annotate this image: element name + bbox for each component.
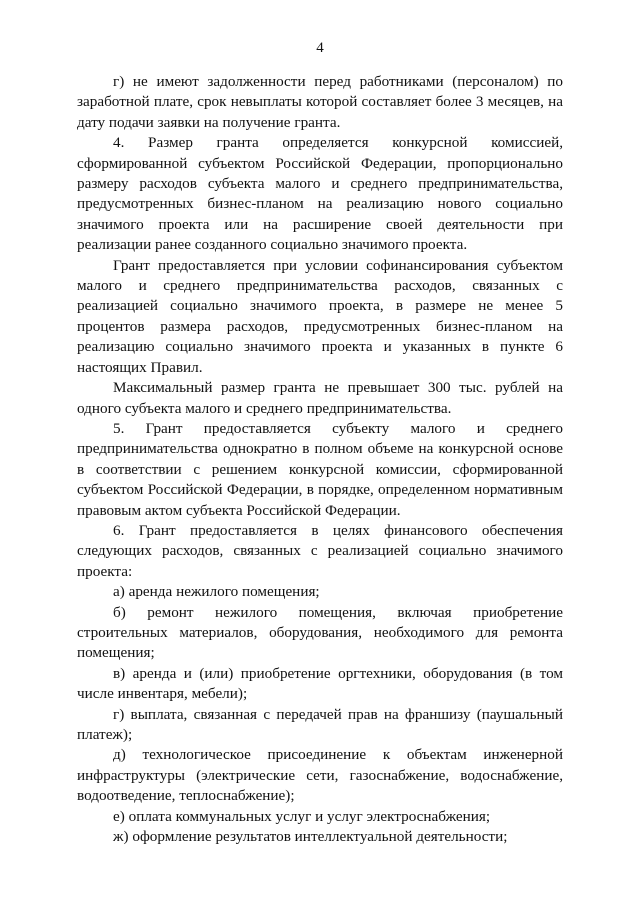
list-item-zh: ж) оформление результатов интеллектуальной деятельности;: [113, 828, 508, 846]
paragraph-grant-provision: 5. Грант предоставляется субъекту малого и среднего предпринимательства однократно в полном объеме на конкурсной основе в соответствии с решением конкурсной комиссии, сформированной субъектом Российской Федерации, в порядке, определенном нормативным правовым актом субъекта Российской Федерации.: [77, 419, 563, 519]
paragraph-cofinancing: Грант предоставляется при условии софинансирования субъектом малого и среднего предпринимательства расходов, связанных с реализацией социально значимого проекта, в размере не менее 5 процентов размера расходов, предусмотренных бизнес-планом на реализацию социально значимого проекта и указанных в пункте 6 настоящих Правил.: [77, 256, 563, 376]
paragraph-max-grant: Максимальный размер гранта не превышает 300 тыс. рублей на одного субъекта малого и среднего предпринимательства.: [77, 379, 563, 417]
list-item-b: б) ремонт нежилого помещения, включая приобретение строительных материалов, оборудования, необходимого для ремонта помещения;: [77, 603, 563, 662]
paragraph-debt-condition: г) не имеют задолженности перед работниками (персоналом) по заработной плате, срок невыплаты которой составляет более 3 месяцев, на дату подачи заявки на получение гранта.: [77, 73, 563, 131]
document-body: [77, 72, 563, 847]
list-item-e: е) оплата коммунальных услуг и услуг электроснабжения;: [113, 807, 491, 825]
page-number: 4: [316, 40, 324, 56]
list-item-a: а) аренда нежилого помещения;: [113, 583, 320, 601]
list-item-v: в) аренда и (или) приобретение оргтехники, оборудования (в том числе инвентаря, мебели);: [77, 664, 563, 703]
paragraph-grant-size: 4. Размер гранта определяется конкурсной комиссией, сформированной субъектом Российской Федерации, пропорционально размеру расходов субъекта малого и среднего предпринимательства, предусмотренных бизнес-планом на реализацию нового социально значимого проекта или на расширение своей деятельности при реализации ранее созданного социально значимого проекта.: [77, 134, 563, 254]
list-item-g: г) выплата, связанная с передачей прав на франшизу (паушальный платеж);: [77, 705, 563, 743]
list-item-d: д) технологическое присоединение к объектам инженерной инфраструктуры (электрические сети, газоснабжение, водоснабжение, водоотведение, теплоснабжение);: [77, 746, 563, 805]
paragraph-grant-purposes: 6. Грант предоставляется в целях финансового обеспечения следующих расходов, связанных с реализацией социально значимого проекта:: [77, 521, 563, 580]
